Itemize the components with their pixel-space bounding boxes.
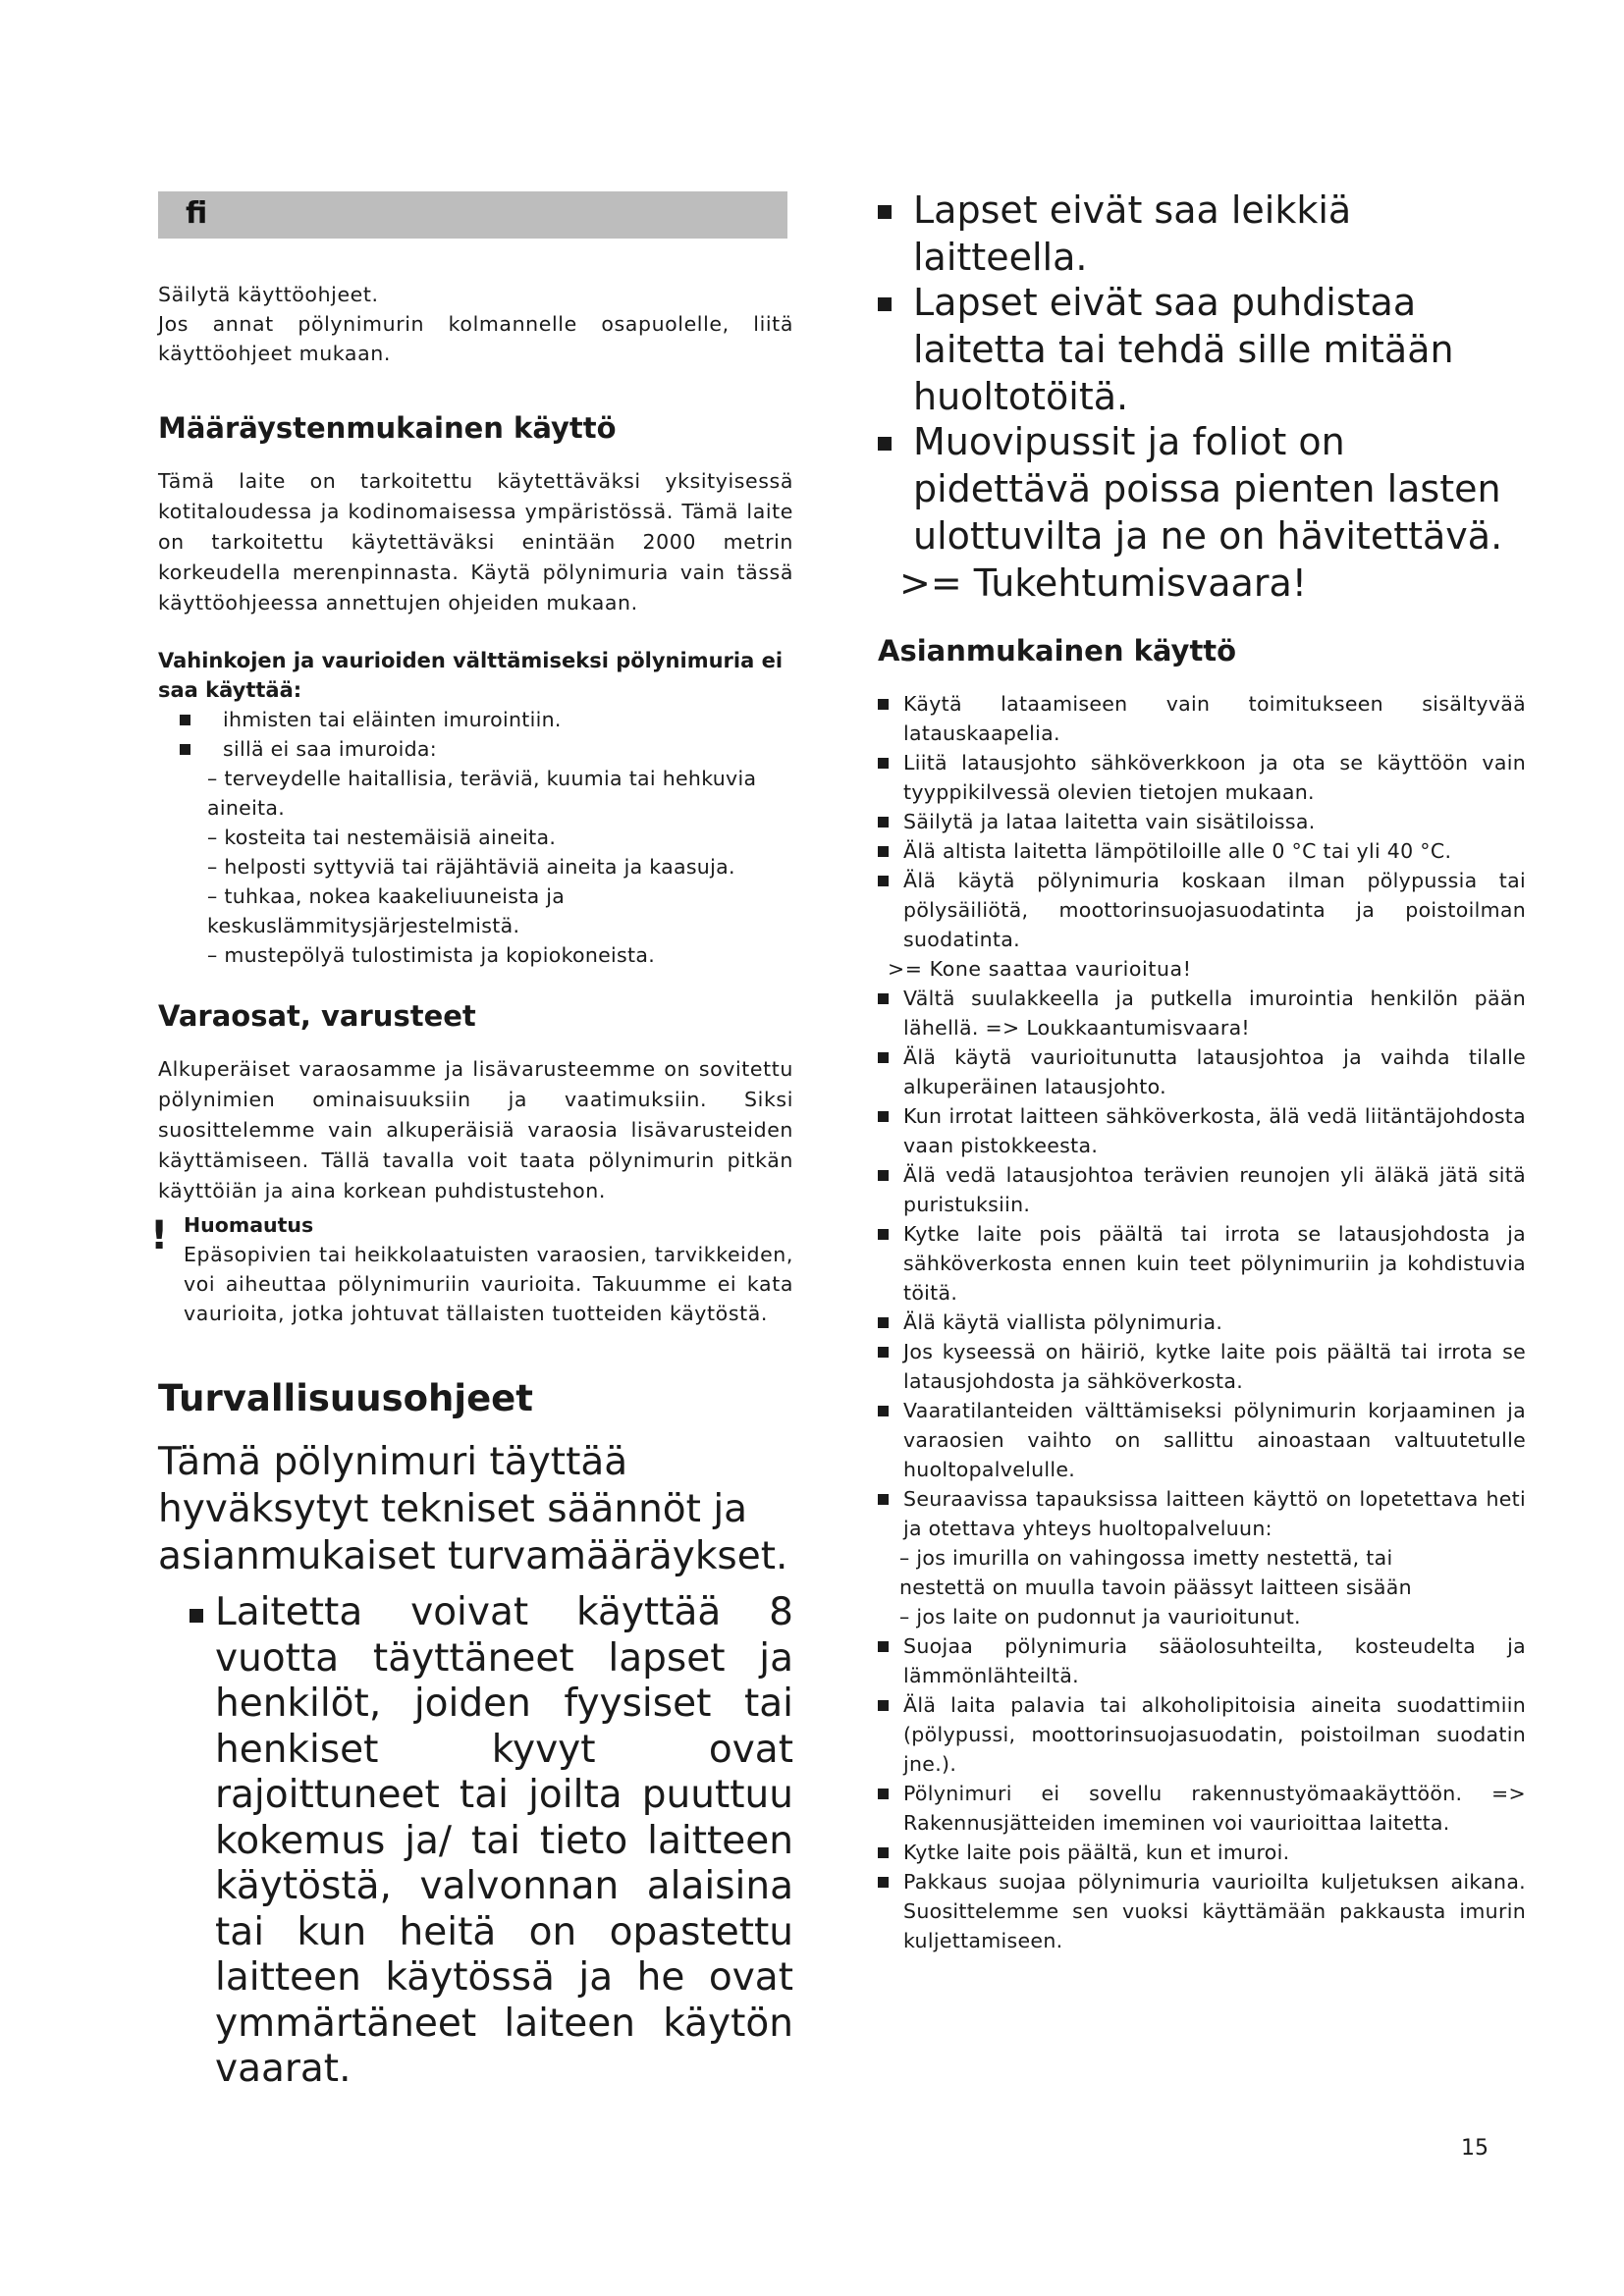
right-column [878,187,1526,1955]
proper-use-item: Vaaratilanteiden välttämiseksi pölynimurin korjaaminen ja varaosien vaihto on sallittu ainoastaan valtuutetulle huoltopalvelulle. [878,1396,1526,1484]
dash-item: – helposti syttyviä tai räjähtäviä aineita ja kaasuja. [207,855,735,879]
dash-item: – terveydelle haitallisia, teräviä, kuumia tai hehkuvia aineita. [207,767,757,820]
proper-use-item: Säilytä ja lataa laitetta vain sisätiloissa. [878,807,1526,836]
warning-icon: ! [150,1213,169,1258]
proper-use-item: Seuraavissa tapauksissa laitteen käyttö on lopetettava heti ja otettava yhteys huoltopalveluun: [878,1484,1526,1543]
prohibit-item: ihmisten tai eläinten imurointiin. [158,705,793,734]
proper-use-item: Kytke laite pois päältä, kun et imuroi. [878,1838,1526,1867]
safety-big-list [158,1590,793,2093]
left-column [150,280,793,2093]
right-big-item: Lapset eivät saa puhdistaa laitetta tai tehdä sille mitään huoltotöitä. [878,279,1526,420]
dash-item: – jos laite on pudonnut ja vaurioitunut. [899,1605,1301,1629]
parts-text: Alkuperäiset varaosamme ja lisävarusteemme on sovitettu pölynimien ominaisuuksiin ja vaatimuksiin. Siksi suosittelemme vain alkuperäisiä varaosia lisävarusteiden käyttämiseen. Tällä tavalla voit taata pölynimurin pitkän käyttöiän ja aina korkean puhdistustehon. [158,1057,793,1202]
safety-heading: Turvallisuusohjeet [158,1377,533,1419]
intended-use-text: Tämä laite on tarkoitettu käytettäväksi yksityisessä kotitaloudessa ja kodinomaisessa ympäristössä. Tämä laite on tarkoitettu käytettäväksi enintään 2000 metrin korkeudella merenpinnasta. Käytä pölynimuria vain tässä käyttöohjeessa annettujen ohjeiden mukaan. [158,469,793,614]
prohibit-list [158,705,793,764]
proper-use-item: Älä laita palavia tai alkoholipitoisia aineita suodattimiin (pölypussi, moottorinsuojasuodatin, poistoilman suodatin jne.). [878,1690,1526,1779]
right-big-list [878,187,1526,560]
proper-use-heading: Asianmukainen käyttö [878,634,1237,667]
proper-use-item: Pakkaus suojaa pölynimuria vaurioilta kuljetuksen aikana. Suosittelemme sen vuoksi käyttämään pakkausta imurin kuljettamiseen. [878,1867,1526,1955]
proper-use-item: Jos kyseessä on häiriö, kytke laite pois päältä tai irrota se latausjohdosta ja sähköverkosta. [878,1337,1526,1396]
proper-use-item: Pölynimuri ei sovellu rakennustyömaakäyttöön. => Rakennusjätteiden imeminen voi vaurioittaa laitetta. [878,1779,1526,1838]
warning-block [150,1210,793,1328]
proper-use-list-3 [878,1631,1526,1955]
proper-use-item: Käytä lataamiseen vain toimitukseen sisältyvää latauskaapelia. [878,689,1526,748]
proper-use-item: Suojaa pölynimuria sääolosuhteilta, kosteudelta ja lämmönlähteiltä. [878,1631,1526,1690]
proper-use-item: Älä käytä vaurioitunutta latausjohtoa ja vaihda tilalle alkuperäinen latausjohto. [878,1042,1526,1101]
safety-children-item: Laitetta voivat käyttää 8 vuotta täyttäneet lapset ja henkilöt, joiden fyysiset tai henkiset kyvyt ovat rajoittuneet tai joilta puuttuu kokemus ja/ tai tieto laitteen käytöstä, valvonnan alaisina tai kun heitä on opastettu laitteen käytössä ja he ovat ymmärtäneet laiteen käytön vaarat. [184,1590,793,2093]
dash-item: – kosteita tai nestemäisiä aineita. [207,826,557,849]
page-number: 15 [1461,2136,1489,2161]
safety-lead: Tämä pölynimuri täyttää hyväksytyt tekniset säännöt ja asianmukaiset turvamääräykset. [158,1440,788,1578]
prohibit-dash-list [158,764,793,970]
dash-item: – mustepölyä tulostimista ja kopiokoneista. [207,943,656,967]
right-big-item: Lapset eivät saa leikkiä laitteella. [878,187,1526,281]
prohibit-item: sillä ei saa imuroida: [158,734,793,764]
language-tag: fi [186,196,208,231]
right-big-item: Muovipussit ja foliot on pidettävä poissa pienten lasten ulottuvilta ja ne on hävitettävä. [878,418,1526,560]
proper-use-item: Älä käytä viallista pölynimuria. [878,1308,1526,1337]
proper-use-list [878,689,1526,954]
proper-use-item: Älä vedä latausjohtoa terävien reunojen yli äläkä jätä sitä puristuksiin. [878,1160,1526,1219]
warning-text: Epäsopivien tai heikkolaatuisten varaosien, tarvikkeiden, voi aiheuttaa pölynimuriin vaurioita. Takuumme ei kata vaurioita, jotka johtuvat tällaisten tuotteiden käytöstä. [184,1243,793,1325]
proper-use-item: Kun irrotat laitteen sähköverkosta, älä vedä liitäntäjohdosta vaan pistokkeesta. [878,1101,1526,1160]
proper-use-note: >= Kone saattaa vaurioitua! [888,957,1192,981]
right-big-note: >= Tukehtumisvaara! [899,561,1307,605]
proper-use-item: Liitä latausjohto sähköverkkoon ja ota se käyttöön vain tyyppikilvessä olevien tietojen mukaan. [878,748,1526,807]
proper-use-item: Älä altista laitetta lämpötiloille alle 0 °C tai yli 40 °C. [878,836,1526,866]
language-tag-bar [158,191,787,239]
prohibit-heading: Vahinkojen ja vaurioiden välttämiseksi pölynimuria ei saa käyttää: [158,649,784,702]
proper-use-item: Kytke laite pois päältä tai irrota se latausjohdosta ja sähköverkosta ennen kuin teet pölynimuriin ja kohdistuvia töitä. [878,1219,1526,1308]
proper-use-item: Vältä suulakkeella ja putkella imurointia henkilön pään lähellä. => Loukkaantumisvaara! [878,984,1526,1042]
proper-use-item: Älä käytä pölynimuria koskaan ilman pölypussia tai pölysäiliötä, moottorinsuojasuodatinta ja poistoilman suodatinta. [878,866,1526,954]
intended-use-heading: Määräystenmukainen käyttö [158,411,617,445]
intro-line-2: Jos annat pölynimurin kolmannelle osapuolelle, liitä käyttöohjeet mukaan. [158,312,793,365]
warning-title: Huomautus [184,1213,314,1237]
intro-line-1: Säilytä käyttöohjeet. [158,283,379,306]
dash-item: – tuhkaa, nokea kaakeliuuneista ja keskuslämmitysjärjestelmistä. [207,884,566,937]
parts-heading: Varaosat, varusteet [158,999,476,1033]
dash-item: – jos imurilla on vahingossa imetty nestettä, tai nestettä on muulla tavoin päässyt laitteen sisään [899,1546,1412,1599]
proper-use-dash-list [878,1543,1526,1631]
proper-use-list-2 [878,984,1526,1543]
